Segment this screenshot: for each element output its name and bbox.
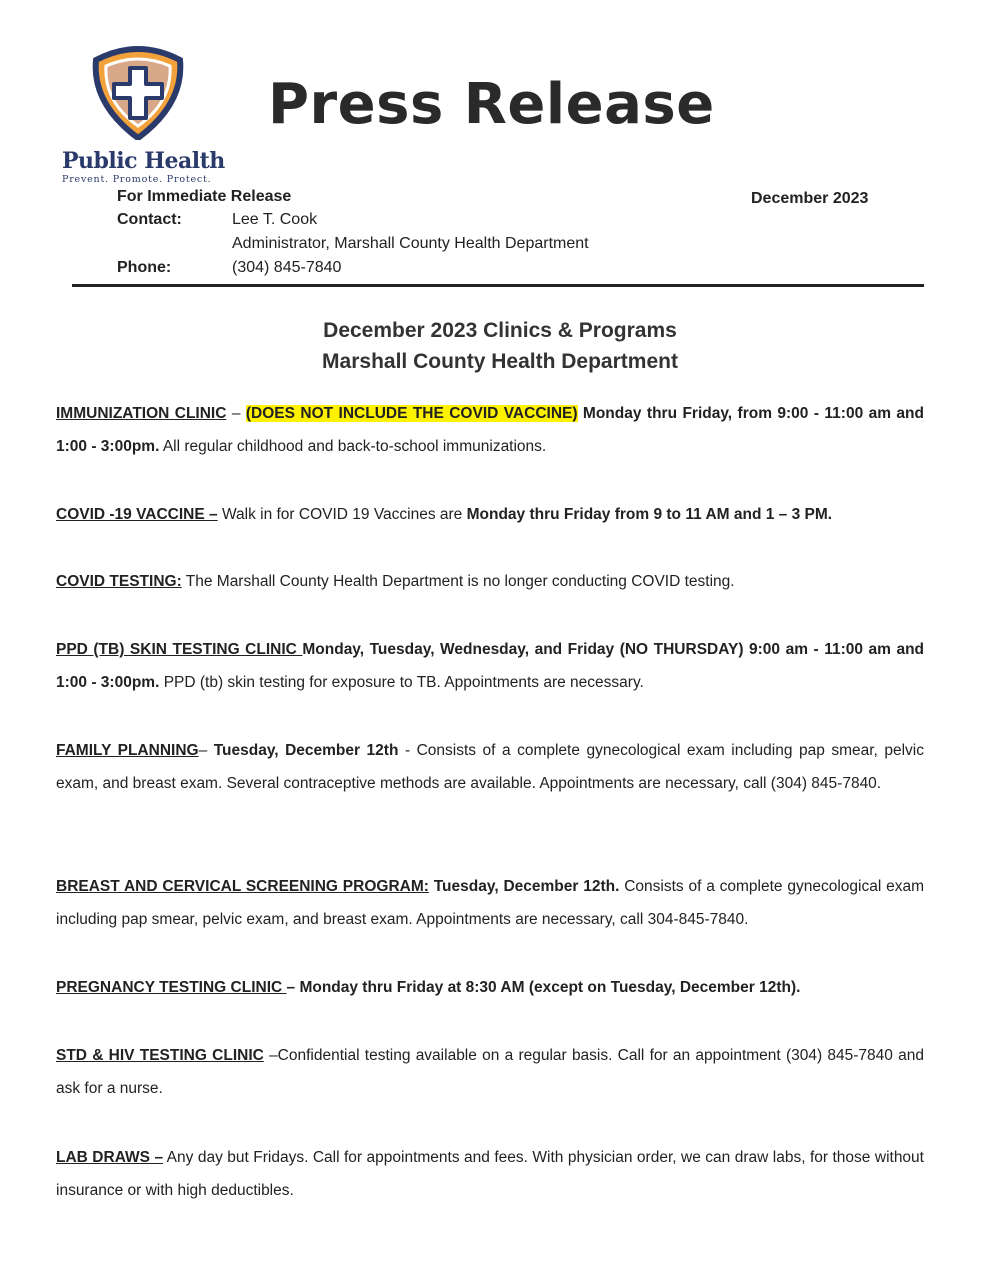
document-heading: December 2023 Clinics & Programs bbox=[323, 319, 677, 342]
section-text: –Confidential testing available on a regular basis. Call for an appointment (304) 845-7840 and ask for a nurse. bbox=[56, 1047, 924, 1097]
section-schedule: Monday thru Friday, from 9:00 - 11:00 am and 1:00 - 3:00pm. bbox=[56, 405, 924, 455]
section-pregnancy bbox=[56, 971, 924, 1004]
release-label: For Immediate Release bbox=[117, 188, 292, 205]
section-covid-testing bbox=[56, 565, 924, 598]
section-label: IMMUNIZATION CLINIC bbox=[56, 405, 227, 422]
shield-cross-icon bbox=[88, 44, 188, 140]
document-subheading: Marshall County Health Department bbox=[322, 350, 678, 373]
section-schedule: – Monday thru Friday at 8:30 AM (except on Tuesday, December 12th). bbox=[286, 979, 801, 996]
logo-tagline: Prevent. Promote. Protect. bbox=[62, 174, 212, 185]
section-label: COVID TESTING: bbox=[56, 573, 182, 590]
section-schedule: Monday thru Friday from 9 to 11 AM and 1 – 3 PM. bbox=[466, 506, 833, 523]
contact-name: Lee T. Cook bbox=[232, 211, 318, 228]
section-text: PPD (tb) skin testing for exposure to TB. Appointments are necessary. bbox=[159, 674, 644, 691]
contact-title: Administrator, Marshall County Health Department bbox=[232, 235, 589, 252]
section-text: Any day but Fridays. Call for appointments and fees. With physician order, we can draw labs, for those without insurance or with high deductibles. bbox=[56, 1149, 924, 1199]
section-covid-vaccine bbox=[56, 498, 924, 531]
section-lab-draws bbox=[56, 1141, 924, 1207]
section-label: BREAST AND CERVICAL SCREENING PROGRAM: bbox=[56, 878, 429, 895]
section-dash: – bbox=[198, 742, 214, 759]
section-schedule: Tuesday, December 12th bbox=[213, 742, 399, 759]
section-label: FAMILY PLANNING bbox=[56, 742, 199, 759]
logo-name: Public Health bbox=[62, 148, 225, 174]
page-title: Press Release bbox=[268, 72, 715, 137]
phone-number: (304) 845-7840 bbox=[232, 259, 342, 276]
section-label: LAB DRAWS – bbox=[56, 1149, 164, 1166]
section-family-planning bbox=[56, 734, 924, 800]
section-text: The Marshall County Health Department is no longer conducting COVID testing. bbox=[181, 573, 735, 590]
release-date: December 2023 bbox=[751, 190, 869, 207]
section-label: COVID -19 VACCINE – bbox=[56, 506, 218, 523]
section-schedule: Monday, Tuesday, Wednesday, and Friday (NO THURSDAY) 9:00 am - 11:00 am and 1:00 - 3:00pm. bbox=[56, 641, 925, 691]
header-divider bbox=[72, 284, 924, 287]
section-std-hiv bbox=[56, 1039, 924, 1105]
section-breast-cervical bbox=[56, 870, 924, 936]
section-text: - Consists of a complete gynecological exam including pap smear, pelvic exam, and breast exam. Several contraceptive methods are available. Appointments are necessary, call (304) 845-7840. bbox=[56, 742, 924, 792]
phone-label: Phone: bbox=[117, 259, 172, 276]
section-text: Consists of a complete gynecological exam including pap smear, pelvic exam, and breast exam. Appointments are necessary, call 304-845-7840. bbox=[56, 878, 924, 928]
section-text: Walk in for COVID 19 Vaccines are bbox=[217, 506, 467, 523]
section-dash: – bbox=[226, 405, 246, 422]
section-ppd bbox=[56, 633, 924, 699]
section-label: PPD (TB) SKIN TESTING CLINIC bbox=[56, 641, 303, 658]
contact-label: Contact: bbox=[117, 211, 182, 228]
section-text: All regular childhood and back-to-school immunizations. bbox=[159, 438, 547, 455]
section-immunization bbox=[56, 397, 924, 463]
section-schedule: Tuesday, December 12th. bbox=[428, 878, 620, 895]
highlighted-notice: (DOES NOT INCLUDE THE COVID VACCINE) bbox=[245, 405, 578, 422]
section-label: PREGNANCY TESTING CLINIC bbox=[56, 979, 287, 996]
section-label: STD & HIV TESTING CLINIC bbox=[56, 1047, 264, 1064]
